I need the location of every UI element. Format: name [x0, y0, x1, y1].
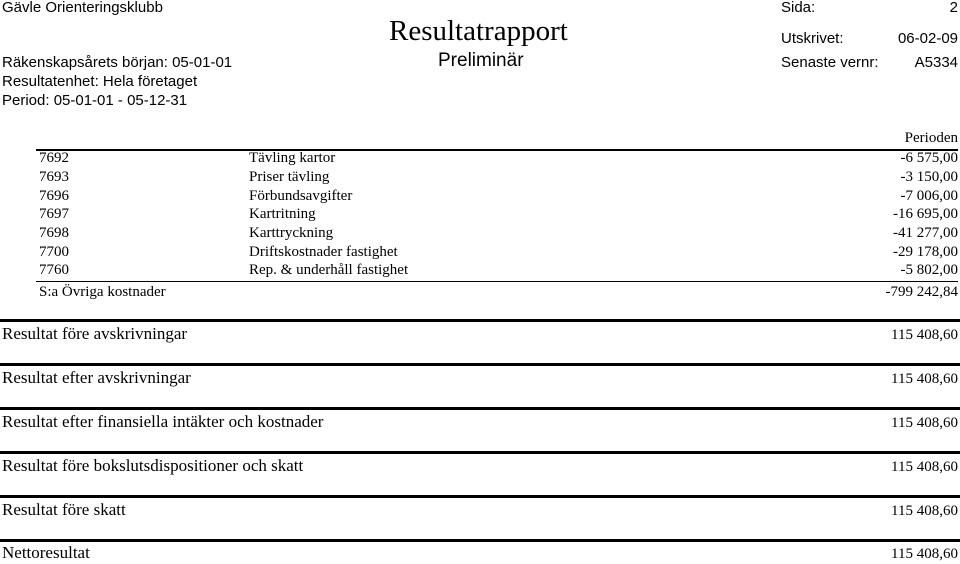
account-number: 7696	[39, 188, 69, 204]
result-label: Resultat före bokslutsdispositioner och skatt	[2, 456, 304, 475]
subtotal-rule	[36, 281, 958, 282]
account-amount: -5 802,00	[900, 262, 958, 278]
result-amount: 115 408,60	[891, 546, 958, 562]
page-number: 2	[949, 0, 958, 16]
result-divider	[0, 451, 960, 454]
voucher-label: Senaste vernr:	[781, 54, 879, 71]
account-amount: -29 178,00	[893, 244, 958, 260]
printed-date: 06-02-09	[897, 30, 958, 47]
result-amount: 115 408,60	[891, 415, 958, 431]
account-amount: -6 575,00	[900, 150, 958, 166]
result-amount: 115 408,60	[891, 503, 958, 519]
organization-name: Gävle Orienteringsklubb	[2, 0, 163, 16]
account-number: 7698	[39, 225, 69, 241]
account-number: 7760	[39, 262, 69, 278]
account-amount: -41 277,00	[893, 225, 958, 241]
result-label: Resultat efter finansiella intäkter och kostnader	[2, 412, 324, 431]
result-divider	[0, 495, 960, 498]
result-amount: 115 408,60	[891, 459, 958, 475]
result-amount: 115 408,60	[891, 327, 958, 343]
account-name: Karttryckning	[249, 225, 334, 241]
result-label: Resultat före skatt	[2, 500, 126, 519]
page-label: Sida:	[781, 0, 816, 16]
result-amount: 115 408,60	[891, 371, 958, 387]
result-unit: Resultatenhet: Hela företaget	[2, 73, 198, 90]
result-divider	[0, 539, 960, 542]
result-label: Resultat efter avskrivningar	[2, 368, 191, 387]
printed-label: Utskrivet:	[781, 30, 844, 47]
account-name: Driftskostnader fastighet	[249, 244, 398, 260]
column-header-period: Perioden	[904, 130, 958, 146]
account-amount: -16 695,00	[893, 206, 958, 222]
account-number: 7692	[39, 150, 69, 166]
account-number: 7697	[39, 206, 69, 222]
result-label: Resultat före avskrivningar	[2, 324, 188, 343]
account-number: 7700	[39, 244, 69, 260]
account-name: Kartritning	[249, 206, 316, 222]
fiscal-year-start: Räkenskapsårets början: 05-01-01	[2, 54, 233, 71]
report-period: Period: 05-01-01 - 05-12-31	[2, 92, 188, 109]
result-label: Nettoresultat	[2, 543, 90, 562]
account-amount: -3 150,00	[900, 169, 958, 185]
account-amount: -7 006,00	[900, 188, 958, 204]
table-top-rule	[36, 149, 958, 151]
subtotal-label: S:a Övriga kostnader	[39, 284, 166, 300]
account-name: Förbundsavgifter	[249, 188, 353, 204]
subtotal-amount: -799 242,84	[885, 284, 958, 300]
account-name: Rep. & underhåll fastighet	[249, 262, 409, 278]
voucher-number: A5334	[914, 54, 958, 71]
account-name: Tävling kartor	[249, 150, 336, 166]
result-divider	[0, 319, 960, 322]
account-number: 7693	[39, 169, 69, 185]
report-subtitle: Preliminär	[438, 50, 524, 71]
result-divider	[0, 363, 960, 366]
result-divider	[0, 407, 960, 410]
report-title: Resultatrapport	[389, 15, 568, 47]
account-name: Priser tävling	[249, 169, 330, 185]
